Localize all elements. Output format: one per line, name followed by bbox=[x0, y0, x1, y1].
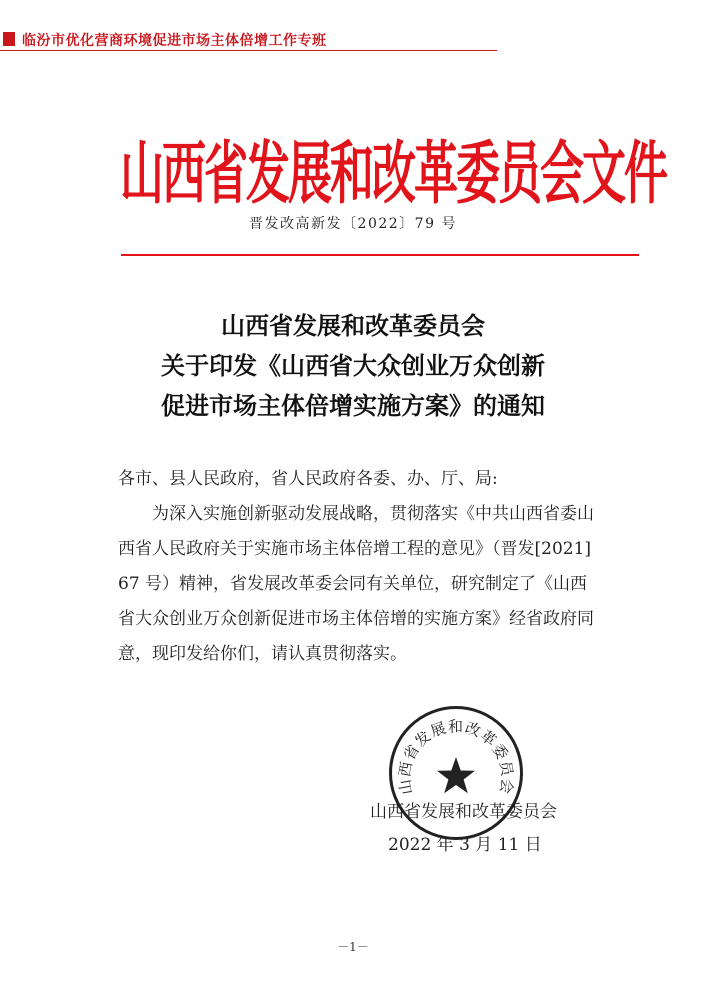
title-line: 促进市场主体倍增实施方案》的通知 bbox=[161, 391, 545, 420]
header-divider bbox=[0, 50, 497, 51]
body-paragraph: 为深入实施创新驱动发展战略，贯彻落实《中共山西省委山西省人民政府关于实施市场主体倍增工程的意见》（晋发[2021] 67 号）精神，省发展改革委会同有关单位，研究制定了《山西省大众创业万众创新促进市场主体倍增的实施方案》经省政府同意，现印发给你们，请认真贯彻落实。 bbox=[118, 504, 594, 664]
issuer-heading: 山西省发展和改革委员会文件 bbox=[120, 135, 666, 215]
title-line: 关于印发《山西省大众创业万众创新 bbox=[161, 351, 545, 380]
addressee: 各市、县人民政府，省人民政府各委、办、厅、局: bbox=[118, 469, 498, 489]
signature-date: 2022 年 3 月 11 日 bbox=[388, 835, 542, 855]
page-number: －1－ bbox=[337, 940, 369, 954]
star-icon bbox=[437, 757, 475, 793]
header-marker bbox=[3, 32, 15, 46]
signature-org: 山西省发展和改革委员会 bbox=[370, 802, 557, 822]
seal-text: 山西省发展和改革委员会 bbox=[395, 717, 517, 797]
header-topic-title: 临汾市优化营商环境促进市场主体倍增工作专班 bbox=[22, 33, 327, 49]
red-divider bbox=[121, 254, 639, 256]
document-body bbox=[118, 462, 596, 672]
document-number: 晋发改高新发〔2022〕79 号 bbox=[249, 216, 457, 232]
document-title bbox=[0, 306, 706, 426]
title-line: 山西省发展和改革委员会 bbox=[221, 311, 485, 340]
